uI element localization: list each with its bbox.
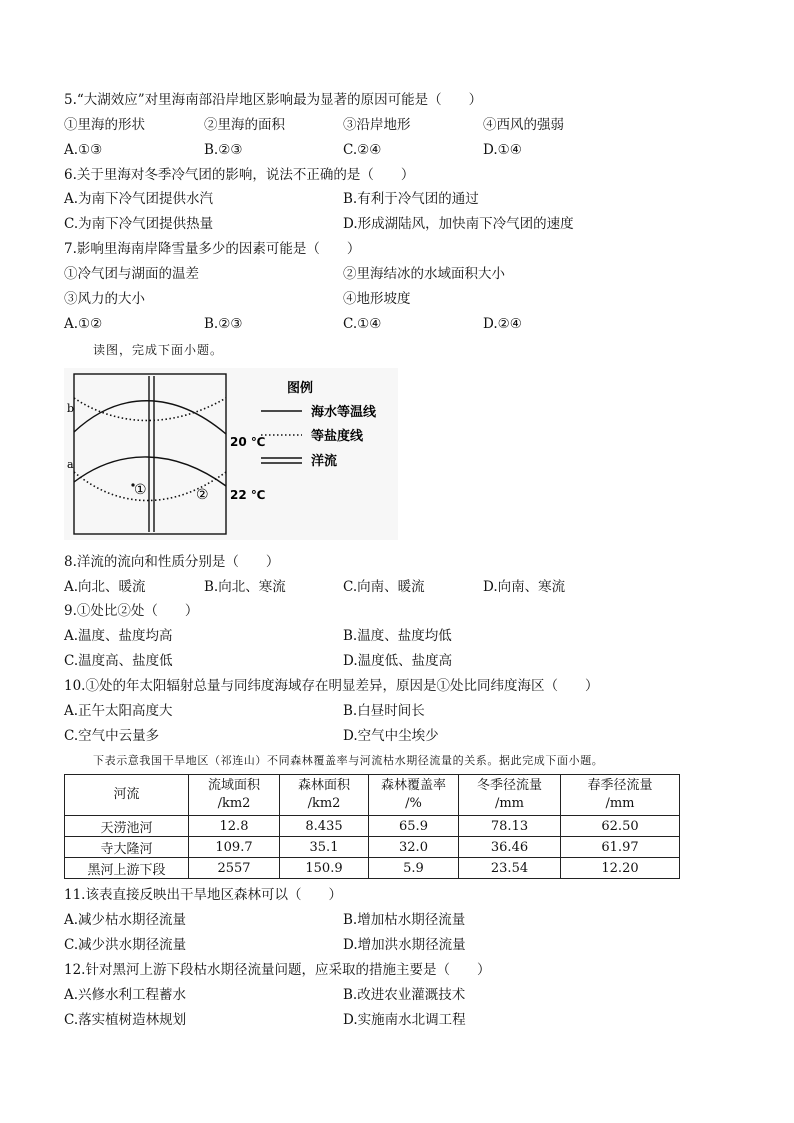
point-label-2: ② — [196, 487, 209, 503]
table-cell: 32.0 — [369, 837, 459, 858]
table-cell: 天涝池河 — [65, 816, 189, 837]
table-row — [65, 816, 680, 837]
question-7-item: ③风力的大小 — [64, 291, 145, 307]
axis-label-b: b — [67, 402, 75, 415]
table-header-row — [65, 775, 680, 816]
table-cell: 36.46 — [459, 837, 561, 858]
runoff-table — [64, 774, 680, 879]
legend-label-current: 洋流 — [311, 454, 338, 469]
table-cell: 8.435 — [280, 816, 369, 837]
question-7-option-b: B.②③ — [204, 316, 243, 332]
question-11-option-d: D.增加洪水期径流量 — [343, 937, 466, 953]
question-12-option-c: C.落实植树造林规划 — [64, 1012, 187, 1028]
question-5-item: ④西风的强弱 — [483, 117, 564, 133]
legend-label-isotherm: 海水等温线 — [311, 405, 377, 420]
question-10-option-b: B.白昼时间长 — [343, 703, 425, 719]
question-6-option-b: B.有利于冷气团的通过 — [343, 191, 479, 207]
question-7-item: ①冷气团与湖面的温差 — [64, 266, 199, 282]
question-7-item: ④地形坡度 — [343, 291, 411, 307]
question-5-option-c: C.②④ — [343, 142, 382, 158]
question-5-option-d: D.①④ — [483, 142, 522, 158]
table-header-cell: 春季径流量 /mm — [561, 775, 680, 816]
table-row — [65, 858, 680, 879]
question-8-option-b: B.向北、寒流 — [204, 579, 286, 595]
table-cell: 23.54 — [459, 858, 561, 879]
question-5-item: ③沿岸地形 — [343, 117, 411, 133]
question-5-stem: 5.“大湖效应”对里海南部沿岸地区影响最为显著的原因可能是（ ） — [64, 92, 483, 108]
point-label-1: ① — [134, 482, 147, 498]
table-header-cell: 森林面积 /km2 — [280, 775, 369, 816]
question-9-option-c: C.温度高、盐度低 — [64, 653, 173, 669]
table-cell: 黑河上游下段 — [65, 858, 189, 879]
question-12-stem: 12.针对黑河上游下段枯水期径流量问题，应采取的措施主要是（ ） — [64, 962, 491, 978]
isotherm-label-22: 22 ℃ — [230, 488, 266, 502]
table-cell: 35.1 — [280, 837, 369, 858]
question-12-option-d: D.实施南水北调工程 — [343, 1012, 466, 1028]
table-header-cell: 森林覆盖率 /% — [369, 775, 459, 816]
question-5-option-a: A.①③ — [64, 142, 103, 158]
question-5-item: ②里海的面积 — [204, 117, 285, 133]
question-9-option-a: A.温度、盐度均高 — [64, 628, 173, 644]
question-9-stem: 9.①处比②处（ ） — [64, 603, 199, 619]
question-6-option-a: A.为南下冷气团提供水汽 — [64, 191, 214, 207]
table-cell: 5.9 — [369, 858, 459, 879]
question-7-item: ②里海结冰的水域面积大小 — [343, 266, 505, 282]
table-cell: 65.9 — [369, 816, 459, 837]
table-row — [65, 837, 680, 858]
question-7-option-c: C.①④ — [343, 316, 382, 332]
table-cell: 61.97 — [561, 837, 680, 858]
question-12-option-b: B.改进农业灌溉技术 — [343, 987, 466, 1003]
question-10-option-a: A.正午太阳高度大 — [64, 703, 173, 719]
table-cell: 2557 — [189, 858, 280, 879]
question-7-stem: 7.影响里海南岸降雪量多少的因素可能是（ ） — [64, 241, 361, 257]
question-8-stem: 8.洋流的流向和性质分别是（ ） — [64, 554, 280, 570]
table-header-cell: 冬季径流量 /mm — [459, 775, 561, 816]
figure-intro: 读图，完成下面小题。 — [93, 343, 224, 357]
isotherm-label-20: 20 ℃ — [230, 435, 266, 449]
table-cell: 12.20 — [561, 858, 680, 879]
question-7-option-d: D.②④ — [483, 316, 522, 332]
table-cell: 12.8 — [189, 816, 280, 837]
question-11-stem: 11.该表直接反映出干旱地区森林可以（ ） — [64, 887, 342, 903]
table-cell: 78.13 — [459, 816, 561, 837]
question-6-stem: 6.关于里海对冬季冷气团的影响，说法不正确的是（ ） — [64, 167, 415, 183]
legend-title: 图例 — [287, 381, 314, 396]
question-10-option-c: C.空气中云量多 — [64, 728, 160, 744]
question-9-option-d: D.温度低、盐度高 — [343, 653, 453, 669]
question-10-stem: 10.①处的年太阳辐射总量与同纬度海域存在明显差异，原因是①处比同纬度海区（ ） — [64, 678, 599, 694]
question-11-option-a: A.减少枯水期径流量 — [64, 912, 187, 928]
table-cell: 109.7 — [189, 837, 280, 858]
table-cell: 150.9 — [280, 858, 369, 879]
question-11-option-b: B.增加枯水期径流量 — [343, 912, 466, 928]
question-6-option-c: C.为南下冷气团提供热量 — [64, 216, 214, 232]
question-10-option-d: D.空气中尘埃少 — [343, 728, 439, 744]
axis-label-a: a — [67, 458, 74, 471]
table-header-cell: 流域面积 /km2 — [189, 775, 280, 816]
question-8-option-c: C.向南、暖流 — [343, 579, 425, 595]
question-12-option-a: A.兴修水利工程蓄水 — [64, 987, 187, 1003]
question-5-item: ①里海的形状 — [64, 117, 145, 133]
table-intro: 下表示意我国干旱地区（祁连山）不同森林覆盖率与河流枯水期径流量的关系。据此完成下面小题。 — [93, 754, 604, 767]
question-7-option-a: A.①② — [64, 316, 103, 332]
table-cell: 62.50 — [561, 816, 680, 837]
question-6-option-d: D.形成湖陆风，加快南下冷气团的速度 — [343, 216, 574, 232]
isotherm-isohaline-figure — [64, 368, 398, 540]
question-8-option-a: A.向北、暖流 — [64, 579, 146, 595]
legend-label-isohaline: 等盐度线 — [311, 429, 364, 444]
table-header-cell: 河流 — [65, 775, 189, 816]
question-11-option-c: C.减少洪水期径流量 — [64, 937, 187, 953]
question-5-option-b: B.②③ — [204, 142, 243, 158]
question-8-option-d: D.向南、寒流 — [483, 579, 566, 595]
table-cell: 寺大隆河 — [65, 837, 189, 858]
question-9-option-b: B.温度、盐度均低 — [343, 628, 452, 644]
